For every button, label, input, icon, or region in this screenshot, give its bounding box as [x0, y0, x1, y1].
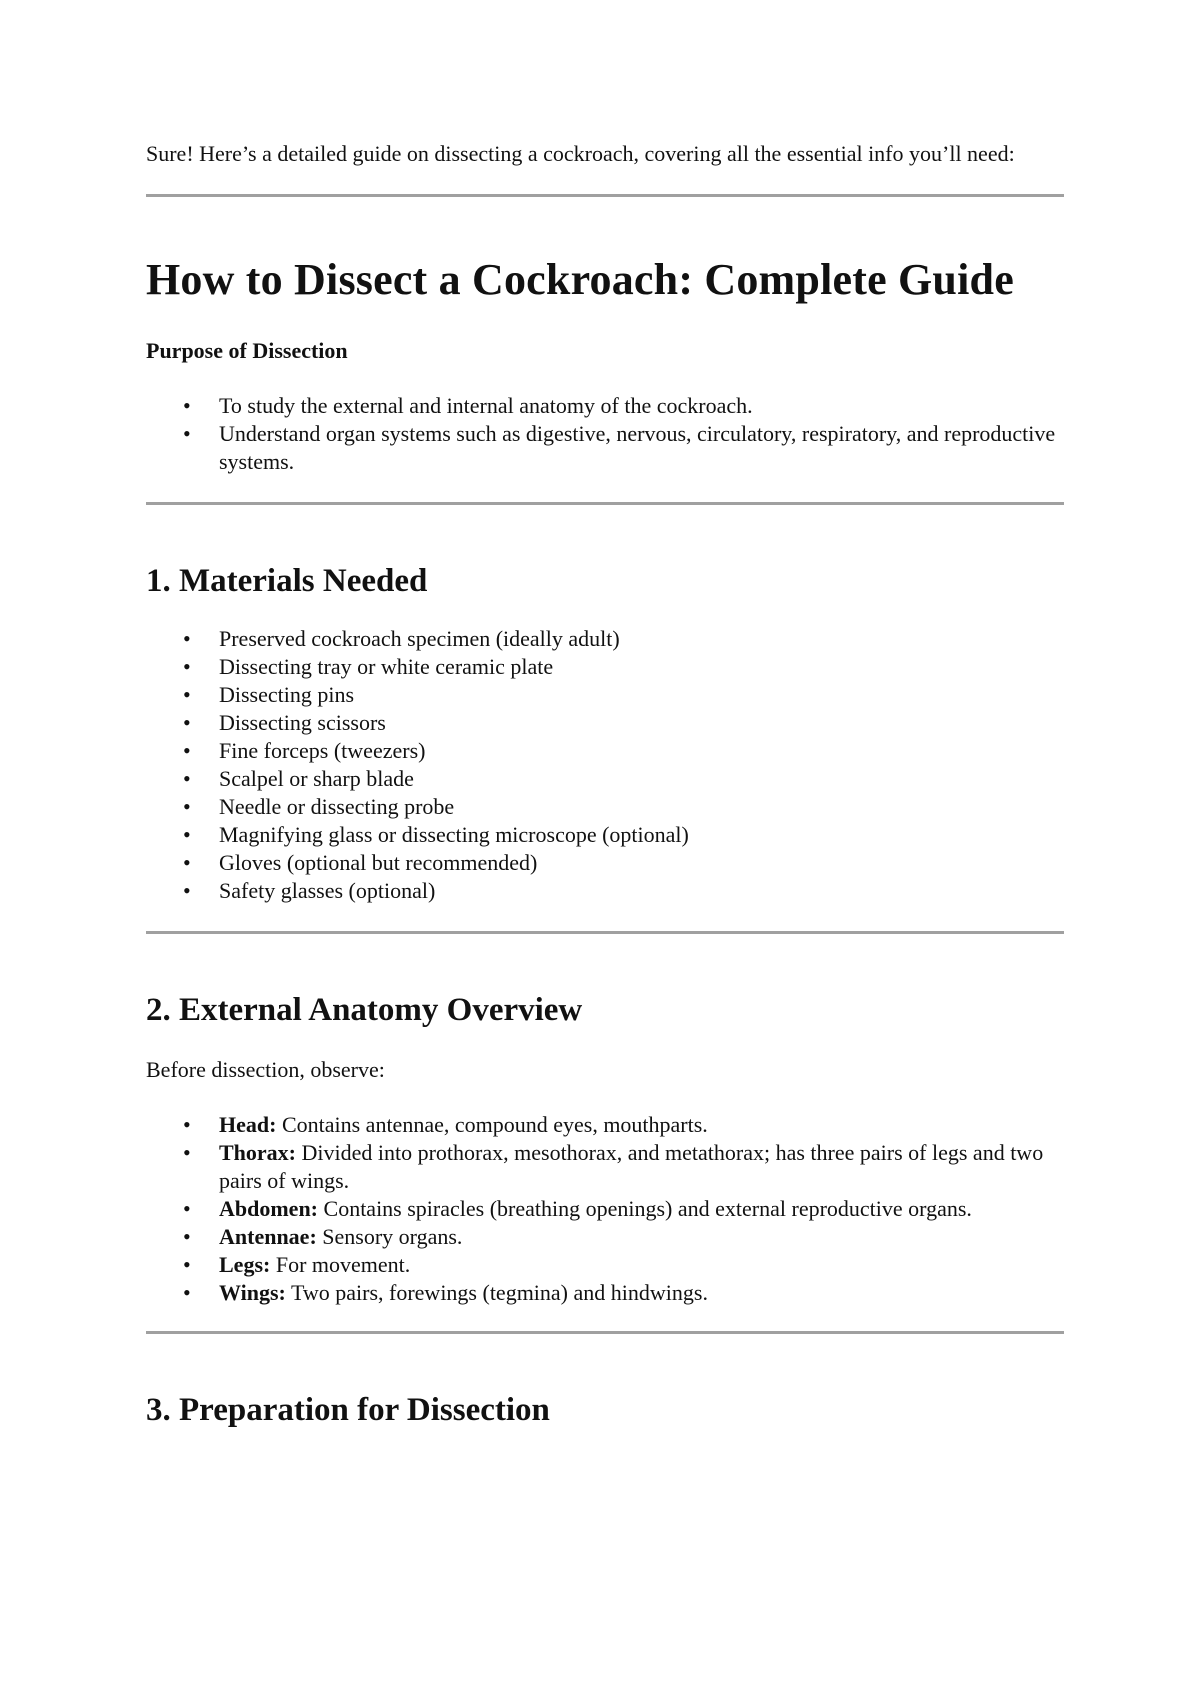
list-item: [146, 625, 1064, 653]
bullet-icon: •: [183, 393, 191, 418]
purpose-list: [146, 392, 1064, 476]
list-item: [146, 1251, 1064, 1279]
list-item: [146, 1111, 1064, 1139]
list-item: [146, 653, 1064, 681]
list-item: [146, 709, 1064, 737]
list-item-text: Scalpel or sharp blade: [219, 766, 414, 791]
term-description: Contains antennae, compound eyes, mouthparts.: [281, 1112, 708, 1137]
list-item-text: To study the external and internal anatomy of the cockroach.: [219, 393, 753, 418]
document-page: [146, 140, 1064, 1430]
bullet-icon: •: [183, 1252, 191, 1277]
term-label: Wings:: [219, 1280, 286, 1305]
purpose-heading: Purpose of Dissection: [146, 338, 348, 363]
term-label: Antennae:: [219, 1224, 317, 1249]
list-item-text: Magnifying glass or dissecting microscope (optional): [219, 822, 689, 847]
preparation-heading: 3. Preparation for Dissection: [146, 1392, 550, 1428]
bullet-icon: •: [183, 421, 191, 446]
bullet-icon: •: [183, 738, 191, 763]
term-description: Divided into prothorax, mesothorax, and metathorax; has three pairs of legs and two pairs of wings.: [219, 1140, 1044, 1193]
bullet-icon: •: [183, 1140, 191, 1165]
term-description: For movement.: [275, 1252, 411, 1277]
list-item-text: Dissecting pins: [219, 682, 355, 707]
bullet-icon: •: [183, 654, 191, 679]
materials-heading: 1. Materials Needed: [146, 563, 428, 599]
list-item: [146, 849, 1064, 877]
list-item: [146, 877, 1064, 905]
horizontal-rule: [146, 931, 1064, 934]
list-item: [146, 765, 1064, 793]
list-item: [146, 737, 1064, 765]
list-item: [146, 1223, 1064, 1251]
bullet-icon: •: [183, 1112, 191, 1137]
bullet-icon: •: [183, 626, 191, 651]
list-item: [146, 392, 1064, 420]
list-item: [146, 1139, 1064, 1195]
list-item: [146, 821, 1064, 849]
list-item-text: Dissecting tray or white ceramic plate: [219, 654, 554, 679]
horizontal-rule: [146, 1331, 1064, 1334]
list-item: [146, 793, 1064, 821]
list-item-text: Understand organ systems such as digestive, nervous, circulatory, respiratory, and reproductive systems.: [219, 421, 1056, 474]
intro-paragraph: Sure! Here’s a detailed guide on dissecting a cockroach, covering all the essential info you’ll need:: [146, 141, 1015, 166]
list-item: [146, 420, 1064, 476]
list-item-text: Preserved cockroach specimen (ideally adult): [219, 626, 620, 651]
horizontal-rule: [146, 194, 1064, 197]
bullet-icon: •: [183, 710, 191, 735]
term-label: Legs:: [219, 1252, 271, 1277]
external-anatomy-heading: 2. External Anatomy Overview: [146, 992, 583, 1028]
list-item-text: Gloves (optional but recommended): [219, 850, 538, 875]
list-item-text: Safety glasses (optional): [219, 878, 436, 903]
materials-list: [146, 625, 1064, 905]
bullet-icon: •: [183, 1224, 191, 1249]
term-description: Contains spiracles (breathing openings) and external reproductive organs.: [323, 1196, 972, 1221]
list-item-text: Needle or dissecting probe: [219, 794, 455, 819]
list-item: [146, 1279, 1064, 1307]
bullet-icon: •: [183, 1280, 191, 1305]
term-description: Two pairs, forewings (tegmina) and hindwings.: [290, 1280, 708, 1305]
bullet-icon: •: [183, 878, 191, 903]
term-label: Head:: [219, 1112, 277, 1137]
list-item: [146, 1195, 1064, 1223]
bullet-icon: •: [183, 794, 191, 819]
list-item-text: Dissecting scissors: [219, 710, 386, 735]
term-label: Abdomen:: [219, 1196, 319, 1221]
horizontal-rule: [146, 502, 1064, 505]
term-label: Thorax:: [219, 1140, 296, 1165]
document-title: How to Dissect a Cockroach: Complete Guide: [146, 255, 1014, 304]
term-description: Sensory organs.: [322, 1224, 463, 1249]
external-anatomy-list: [146, 1111, 1064, 1307]
bullet-icon: •: [183, 766, 191, 791]
bullet-icon: •: [183, 850, 191, 875]
list-item: [146, 681, 1064, 709]
bullet-icon: •: [183, 682, 191, 707]
external-intro: Before dissection, observe:: [146, 1057, 385, 1082]
list-item-text: Fine forceps (tweezers): [219, 738, 426, 763]
bullet-icon: •: [183, 822, 191, 847]
bullet-icon: •: [183, 1196, 191, 1221]
